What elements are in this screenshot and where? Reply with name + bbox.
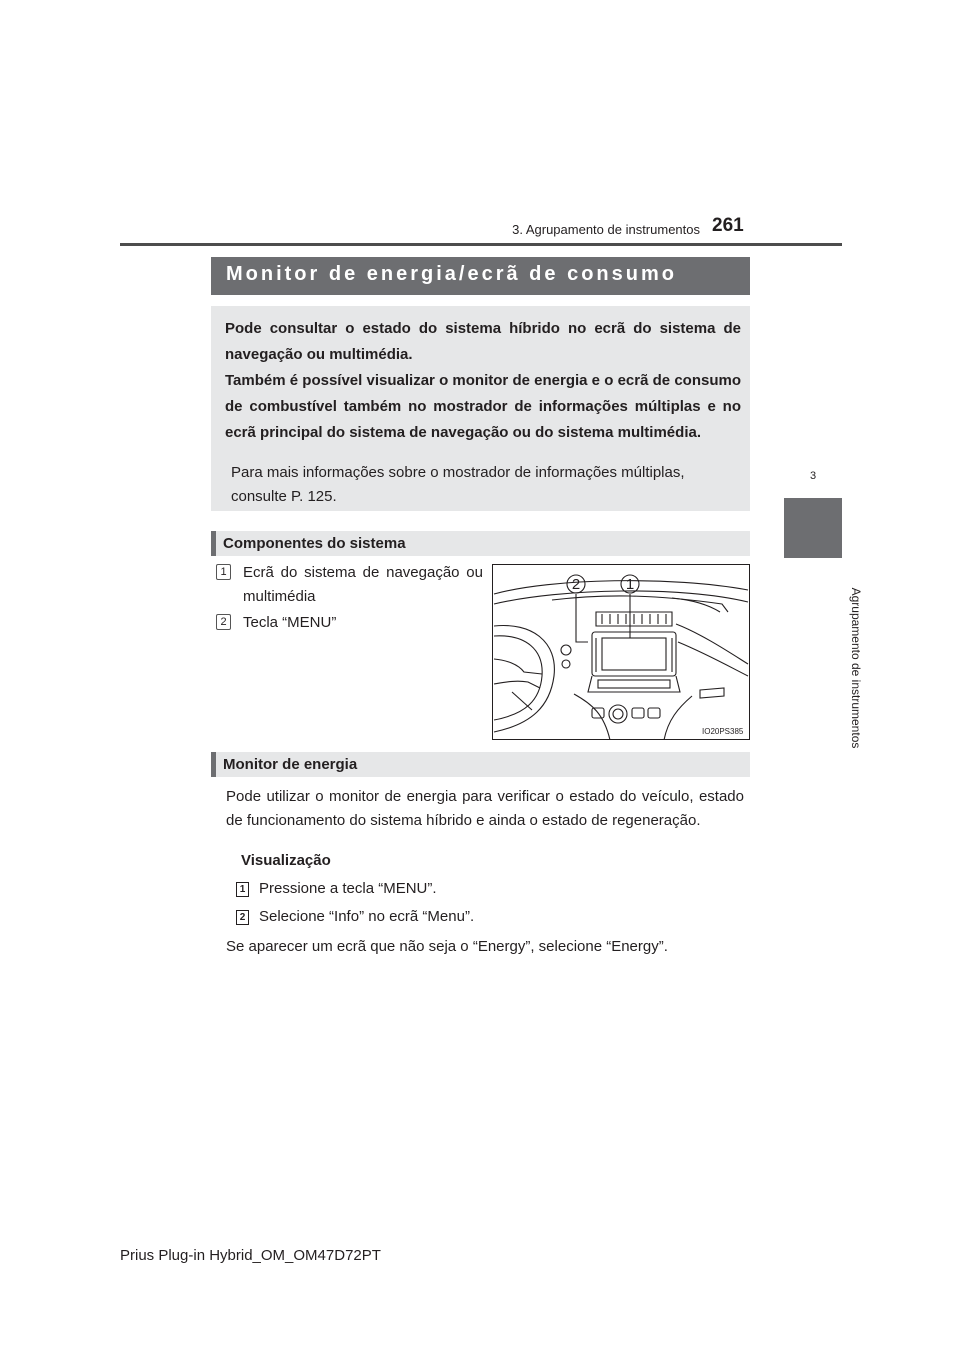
page-number: 261: [712, 215, 744, 236]
chapter-tab: [784, 498, 842, 558]
callout-1-label: 1: [625, 576, 635, 593]
callout-2-label: 2: [571, 576, 581, 593]
energy-heading-accent: [211, 752, 216, 777]
step-2-number: 2: [236, 910, 249, 925]
section-title: Monitor de energia/ecrã de consumo: [226, 263, 677, 285]
step-2-text: Selecione “Info” no ecrã “Menu”.: [259, 908, 475, 925]
component-2-text: Tecla “MENU”: [243, 614, 337, 631]
step-1-number: 1: [236, 882, 249, 897]
energy-paragraph: Pode utilizar o monitor de energia para verificar o estado do veículo, estado de funcionamento do sistema híbrido e ainda o estado de regeneração.: [226, 788, 744, 829]
figure-code: IO20PS385: [702, 727, 744, 736]
step-1-text: Pressione a tecla “MENU”.: [259, 880, 437, 897]
dashboard-illustration: [492, 564, 750, 740]
display-label: Visualização: [241, 852, 331, 869]
energy-note: Se aparecer um ecrã que não seja o “Energy”, selecione “Energy”.: [226, 938, 668, 955]
component-1-text: Ecrã do sistema de navegação ou multimédia: [243, 564, 483, 605]
chapter-tab-number: 3: [809, 470, 817, 482]
running-header-section: 3. Agrupamento de instrumentos: [512, 222, 700, 237]
footer-document-id: Prius Plug-in Hybrid_OM_OM47D72PT: [120, 1247, 381, 1264]
component-1-number: 1: [216, 564, 231, 580]
components-heading-accent: [211, 531, 216, 556]
components-heading: Componentes do sistema: [223, 535, 406, 552]
chapter-tab-label: Agrupamento de instrumentos: [849, 587, 863, 749]
energy-heading: Monitor de energia: [223, 756, 358, 773]
component-2-number: 2: [216, 614, 231, 630]
intro-reference-note: Para mais informações sobre o mostrador de informações múltiplas, consulte P. 125.: [231, 464, 685, 505]
intro-paragraph-2: Também é possível visualizar o monitor de energia e o ecrã de consumo de combustível também no mostrador de informações múltiplas e no ecrã principal do sistema de navegação ou do sistema multimédia.: [225, 372, 741, 441]
intro-paragraph-1: Pode consultar o estado do sistema híbrido no ecrã do sistema de navegação ou multimédia.: [225, 320, 741, 363]
header-divider: [120, 243, 842, 246]
